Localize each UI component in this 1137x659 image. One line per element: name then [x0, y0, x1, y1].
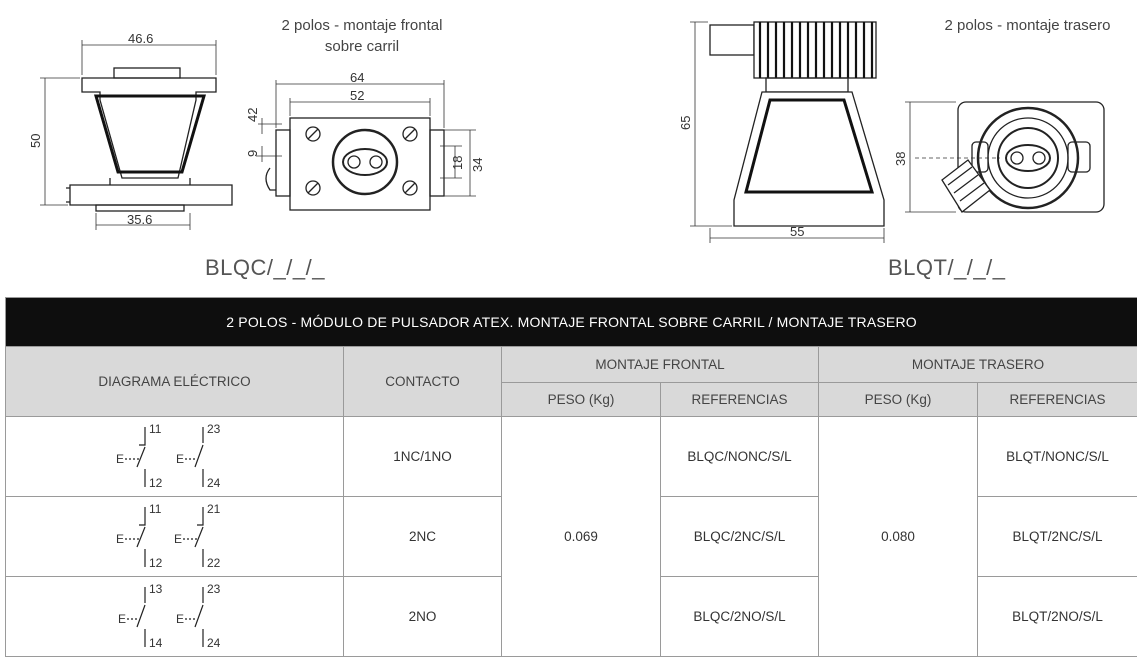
ref-front-cell: BLQC/NONC/S/L: [661, 417, 819, 497]
rear-side-view: [710, 22, 884, 226]
front-mount-caption-line1: 2 polos - montaje frontal: [281, 17, 443, 34]
actuator-label: E: [175, 451, 184, 466]
dim-42: 42: [245, 107, 260, 122]
header-rear-mount: MONTAJE TRASERO: [819, 347, 1137, 383]
actuator-label: E: [115, 531, 124, 546]
terminal-label: 24: [206, 635, 220, 650]
diagram-2nc-icon: [115, 501, 235, 573]
wiring-diagram-nonc: [6, 417, 344, 497]
dim-50: 50: [28, 133, 43, 148]
header-weight-rear: PESO (Kg): [819, 383, 978, 417]
weight-rear-cell: 0.080: [819, 417, 978, 657]
front-mount-caption-line2: sobre carril: [324, 38, 400, 55]
dim-65: 65: [678, 115, 693, 130]
terminal-label: 22: [206, 555, 220, 570]
diagram-2no-icon: [115, 581, 235, 653]
wiring-diagram-2nc: [6, 497, 344, 577]
header-contact: CONTACTO: [344, 347, 502, 417]
header-refs-front: REFERENCIAS: [661, 383, 819, 417]
dim-38: 38: [893, 151, 908, 166]
table-title: 2 POLOS - MÓDULO DE PULSADOR ATEX. MONTAJE FRONTAL SOBRE CARRIL / MONTAJE TRASERO: [6, 298, 1137, 347]
ref-rear-cell: BLQT/2NC/S/L: [978, 497, 1137, 577]
front-model-name: BLQC/_/_/_: [205, 255, 325, 280]
technical-drawings: [0, 0, 1137, 295]
dim-46-6: 46.6: [128, 31, 154, 46]
terminal-label: 11: [148, 421, 161, 436]
rear-mount-caption: 2 polos - montaje trasero: [944, 17, 1111, 34]
contact-cell: 2NC: [344, 497, 502, 577]
actuator-label: E: [117, 611, 126, 626]
terminal-label: 21: [206, 501, 220, 516]
ref-front-cell: BLQC/2NC/S/L: [661, 497, 819, 577]
dim-9: 9: [245, 149, 260, 157]
dim-64: 64: [350, 70, 365, 85]
dim-55: 55: [790, 224, 805, 239]
wiring-diagram-2no: [6, 577, 344, 657]
contact-cell: 2NO: [344, 577, 502, 657]
contact-cell: 1NC/1NO: [344, 417, 502, 497]
terminal-label: 14: [148, 635, 162, 650]
rear-model-name: BLQT/_/_/_: [888, 255, 1006, 280]
ref-rear-cell: BLQT/NONC/S/L: [978, 417, 1137, 497]
drawing-canvas: [0, 0, 1137, 295]
header-refs-rear: REFERENCIAS: [978, 383, 1137, 417]
terminal-label: 12: [148, 555, 162, 570]
terminal-label: 11: [148, 501, 161, 516]
front-side-view: [66, 68, 232, 211]
table-row: [6, 417, 1137, 497]
front-top-view: [266, 118, 444, 210]
terminal-label: 24: [206, 475, 220, 490]
header-front-mount: MONTAJE FRONTAL: [502, 347, 819, 383]
actuator-label: E: [115, 451, 124, 466]
dim-18: 18: [450, 155, 465, 170]
terminal-label: 23: [206, 581, 220, 596]
actuator-label: E: [175, 611, 184, 626]
dim-35-6: 35.6: [127, 212, 153, 227]
header-diagram: DIAGRAMA ELÉCTRICO: [6, 347, 344, 417]
terminal-label: 13: [148, 581, 162, 596]
dim-52: 52: [350, 88, 365, 103]
diagram-nc-no-icon: [115, 421, 235, 493]
actuator-label: E: [173, 531, 182, 546]
header-weight-front: PESO (Kg): [502, 383, 661, 417]
spec-table: [5, 297, 1137, 657]
ref-front-cell: BLQC/2NO/S/L: [661, 577, 819, 657]
ref-rear-cell: BLQT/2NO/S/L: [978, 577, 1137, 657]
weight-front-cell: 0.069: [502, 417, 661, 657]
terminal-label: 12: [148, 475, 162, 490]
dim-34: 34: [470, 157, 485, 172]
rear-top-view: [942, 102, 1104, 212]
terminal-label: 23: [206, 421, 220, 436]
